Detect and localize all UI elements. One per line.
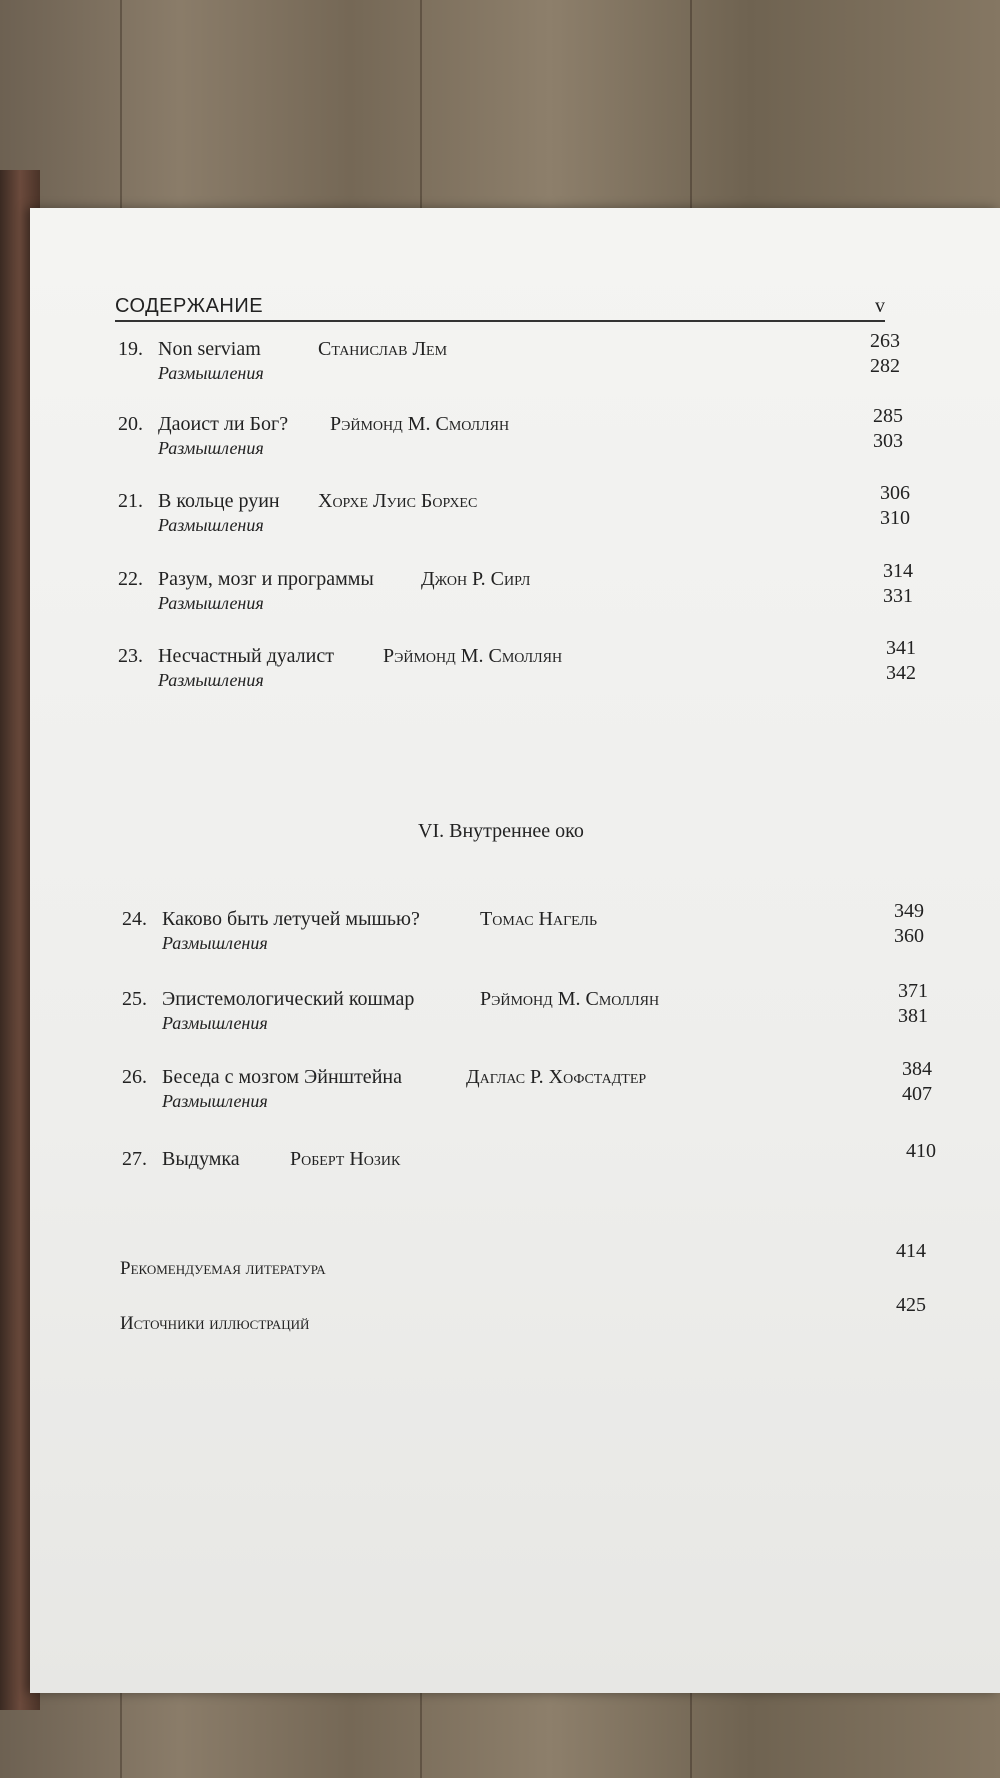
entry-author: Роберт Нозик (290, 1148, 401, 1170)
entry-page-start: 306 (880, 482, 910, 504)
entry-number: 21. (118, 490, 143, 512)
entry-number: 19. (118, 338, 143, 360)
entry-page-start: 349 (894, 900, 924, 922)
entry-page-reflections: 331 (883, 585, 913, 607)
entry-page-start: 384 (902, 1058, 932, 1080)
entry-reflections: Размышления (162, 1091, 268, 1111)
entry-number: 24. (122, 908, 147, 930)
entry-title: Non serviam (158, 338, 261, 360)
entry-number: 22. (118, 568, 143, 590)
entry-page-reflections: 407 (902, 1083, 932, 1105)
entry-title: Беседа с мозгом Эйнштейна (162, 1066, 402, 1088)
entry-number: 23. (118, 645, 143, 667)
entry-author: Станислав Лем (318, 338, 448, 360)
entry-page-start: 341 (886, 637, 916, 659)
header-page-number: v (875, 295, 885, 317)
back-matter-page: 425 (896, 1294, 926, 1316)
entry-title: Даоист ли Бог? (158, 413, 289, 435)
entry-number: 26. (122, 1066, 147, 1088)
entry-page-start: 410 (906, 1140, 936, 1162)
entry-author: Даглас Р. Хофстадтер (466, 1066, 647, 1088)
entry-page-start: 263 (870, 330, 900, 352)
entry-reflections: Размышления (162, 1013, 268, 1033)
entry-title: Несчастный дуалист (158, 645, 334, 667)
entry-reflections: Размышления (158, 438, 264, 458)
entry-author: Джон Р. Сирл (421, 568, 531, 590)
back-matter-item: Источники иллюстраций (120, 1313, 310, 1334)
entry-page-start: 371 (898, 980, 928, 1002)
entry-title: Эпистемологический кошмар (162, 988, 415, 1010)
entry-page-reflections: 310 (880, 507, 910, 529)
entry-author: Хорхе Луис Борхес (318, 490, 478, 512)
entry-author: Рэймонд М. Смоллян (383, 645, 563, 667)
entry-title: Каково быть летучей мышью? (162, 908, 420, 930)
entry-page-reflections: 381 (898, 1005, 928, 1027)
entry-title: В кольце руин (158, 490, 280, 512)
entry-reflections: Размышления (158, 515, 264, 535)
entry-page-reflections: 282 (870, 355, 900, 377)
entry-author: Томас Нагель (480, 908, 598, 930)
entry-reflections: Размышления (162, 933, 268, 953)
entry-page-reflections: 303 (873, 430, 903, 452)
entry-author: Рэймонд М. Смоллян (480, 988, 660, 1010)
entry-number: 20. (118, 413, 143, 435)
entry-reflections: Размышления (158, 363, 264, 383)
entry-page-reflections: 360 (894, 925, 924, 947)
running-header (115, 290, 885, 322)
entry-title: Выдумка (162, 1148, 240, 1170)
entry-number: 27. (122, 1148, 147, 1170)
entry-page-start: 285 (873, 405, 903, 427)
entry-page-start: 314 (883, 560, 913, 582)
header-title: СОДЕРЖАНИЕ (115, 295, 264, 317)
book-page (30, 208, 1000, 1693)
entry-reflections: Размышления (158, 593, 264, 613)
back-matter-page: 414 (896, 1240, 926, 1262)
entry-number: 25. (122, 988, 147, 1010)
entry-author: Рэймонд М. Смоллян (330, 413, 510, 435)
back-matter-item: Рекомендуемая литература (120, 1258, 326, 1279)
entry-reflections: Размышления (158, 670, 264, 690)
entry-page-reflections: 342 (886, 662, 916, 684)
section-heading: VI. Внутреннее око (418, 820, 584, 842)
entry-title: Разум, мозг и программы (158, 568, 374, 590)
